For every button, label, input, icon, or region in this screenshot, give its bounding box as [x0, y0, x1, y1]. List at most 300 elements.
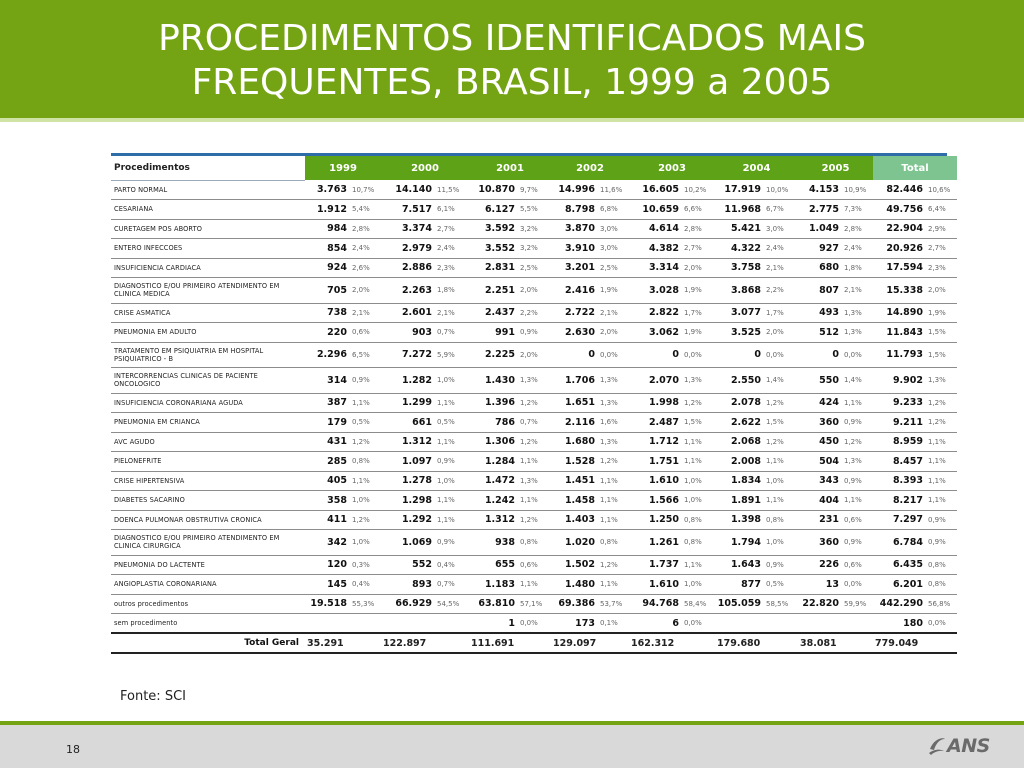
cell-count: 17.594 [886, 262, 923, 274]
cell-percent: 2,0% [600, 328, 618, 337]
total-value: 122.897 [383, 637, 427, 649]
cell-count: 1.566 [648, 494, 679, 506]
cell-count: 13 [825, 578, 839, 590]
cell-percent: 0,9% [844, 418, 862, 427]
cell-percent: 1,2% [928, 398, 946, 407]
cell-percent: 0,9% [844, 538, 862, 547]
cell-count: 6.784 [892, 536, 923, 548]
cell-count: 358 [327, 494, 347, 506]
cell-count [305, 614, 351, 634]
total-value: 179.680 [717, 637, 761, 649]
cell-count: 2.296 [316, 349, 347, 361]
cell-percent: 1,3% [844, 457, 862, 466]
cell-count: 2.437 [484, 307, 515, 319]
cell-percent: 1,0% [352, 496, 370, 505]
cell-count: 7.297 [892, 514, 923, 526]
cell-percent: 1,7% [766, 308, 784, 317]
cell-count: 3.062 [648, 326, 679, 338]
cell-count: 3.868 [730, 284, 761, 296]
procedure-label: TRATAMENTO EM PSIQUIATRIA EM HOSPITAL PSIQUIATRICO - B [114, 346, 264, 363]
cell-percent: 1,0% [352, 538, 370, 547]
cell-percent: 0,9% [352, 376, 370, 385]
cell-count: 2.831 [484, 262, 515, 274]
cell-percent: 1,2% [520, 398, 538, 407]
cell-percent: 1,3% [928, 376, 946, 385]
cell-percent: 1,2% [600, 560, 618, 569]
cell-count: 9.902 [892, 374, 923, 386]
cell-count [715, 614, 765, 634]
cell-percent: 10,0% [766, 185, 789, 194]
cell-count: 342 [327, 536, 347, 548]
cell-percent: 1,2% [766, 398, 784, 407]
cell-percent: 1,1% [437, 398, 455, 407]
cell-percent: 1,8% [844, 263, 862, 272]
cell-count: 1.472 [484, 475, 515, 487]
cell-count [798, 614, 843, 634]
cell-percent: 1,3% [520, 376, 538, 385]
procedure-label: PARTO NORMAL [114, 185, 168, 194]
cell-count: 179 [327, 416, 347, 428]
cell-percent: 1,9% [928, 308, 946, 317]
cell-count: 231 [819, 514, 839, 526]
cell-percent: 1,1% [766, 457, 784, 466]
page-number: 18 [66, 743, 80, 756]
cell-count: 0 [588, 349, 595, 361]
cell-percent [765, 614, 798, 634]
table-row [111, 342, 957, 368]
cell-percent: 0,4% [437, 560, 455, 569]
column-header-1999: 1999 [305, 156, 381, 180]
title-divider [0, 118, 1024, 122]
cell-percent: 2,7% [928, 244, 946, 253]
cell-count: 984 [327, 223, 347, 235]
cell-count: 2.251 [484, 284, 515, 296]
procedures-table-container [111, 153, 951, 654]
cell-percent: 2,5% [600, 263, 618, 272]
cell-count: 442.290 [879, 598, 923, 610]
cell-count: 1.398 [730, 514, 761, 526]
cell-percent: 0,9% [928, 515, 946, 524]
cell-percent: 11,6% [600, 185, 623, 194]
cell-percent: 1,1% [600, 496, 618, 505]
cell-percent: 0,8% [352, 457, 370, 466]
procedure-label: PNEUMONIA EM ADULTO [114, 328, 197, 337]
procedure-label: DOENCA PULMONAR OBSTRUTIVA CRONICA [114, 515, 262, 524]
cell-percent [843, 614, 873, 634]
procedures-table [111, 156, 957, 654]
cell-count: 550 [819, 374, 839, 386]
cell-percent: 0,0% [684, 619, 702, 627]
cell-percent: 6,5% [352, 350, 370, 359]
cell-percent: 0,9% [520, 328, 538, 337]
cell-percent: 1,2% [520, 515, 538, 524]
table-row [111, 258, 957, 278]
cell-percent: 1,1% [684, 560, 702, 569]
cell-count: 8.393 [892, 475, 923, 487]
cell-count: 854 [327, 242, 347, 254]
table-row [111, 432, 957, 452]
cell-count: 1.292 [401, 514, 432, 526]
cell-percent: 10,9% [844, 185, 867, 194]
cell-percent: 1,9% [684, 328, 702, 337]
cell-count: 6 [672, 617, 679, 629]
cell-count: 3.758 [730, 262, 761, 274]
cell-count: 2.979 [401, 242, 432, 254]
cell-percent: 2,4% [766, 244, 784, 253]
table-row [111, 471, 957, 491]
total-value: 779.049 [875, 637, 919, 649]
cell-count: 3.763 [316, 184, 347, 195]
table-body [111, 180, 957, 653]
cell-count: 1.049 [808, 223, 839, 235]
column-header-2005: 2005 [798, 156, 873, 180]
cell-percent: 0,5% [437, 418, 455, 427]
cell-count: 343 [819, 475, 839, 487]
cell-count: 1.261 [648, 536, 679, 548]
cell-percent: 0,0% [684, 350, 702, 359]
cell-percent: 0,0% [600, 350, 618, 359]
cell-count: 360 [819, 536, 839, 548]
cell-count: 1.312 [401, 436, 432, 448]
cell-count: 3.374 [401, 223, 432, 235]
cell-count: 6.127 [484, 203, 515, 215]
procedure-label: INSUFICIENCIA CARDIACA [114, 263, 201, 272]
cell-count: 14.140 [395, 184, 432, 195]
cell-count: 1.020 [564, 536, 595, 548]
cell-percent: 1,1% [352, 398, 370, 407]
cell-count: 8.798 [564, 203, 595, 215]
cell-percent: 1,2% [600, 457, 618, 466]
cell-count: 1.458 [564, 494, 595, 506]
cell-count: 63.810 [478, 598, 515, 610]
cell-percent: 57,1% [520, 599, 543, 608]
cell-percent: 11,5% [437, 185, 460, 194]
cell-percent: 1,5% [928, 350, 946, 359]
cell-count: 22.820 [802, 598, 839, 610]
cell-count: 7.517 [401, 203, 432, 215]
table-row [111, 510, 957, 530]
cell-percent: 1,9% [684, 286, 702, 295]
cell-percent: 2,2% [520, 308, 538, 317]
cell-count: 4.614 [648, 223, 679, 235]
cell-count: 16.605 [642, 184, 679, 195]
cell-percent: 1,0% [684, 496, 702, 505]
cell-percent: 1,3% [684, 376, 702, 385]
cell-percent: 1,4% [844, 376, 862, 385]
cell-percent: 0,8% [684, 538, 702, 547]
cell-percent: 1,1% [766, 496, 784, 505]
cell-percent: 1,2% [352, 515, 370, 524]
cell-count: 1.299 [401, 397, 432, 409]
cell-count: 1.737 [648, 559, 679, 571]
cell-count: 3.314 [648, 262, 679, 274]
cell-count: 2.116 [564, 416, 595, 428]
cell-count: 285 [327, 455, 347, 467]
cell-count: 927 [819, 242, 839, 254]
cell-percent: 2,1% [766, 263, 784, 272]
cell-count: 173 [575, 617, 595, 629]
cell-percent: 58,4% [684, 599, 707, 608]
cell-percent: 1,1% [928, 457, 946, 466]
cell-count: 314 [327, 374, 347, 386]
cell-count: 49.756 [886, 203, 923, 215]
cell-count: 3.592 [484, 223, 515, 235]
cell-count: 3.552 [484, 242, 515, 254]
cell-percent: 0,5% [352, 418, 370, 427]
cell-percent: 10,2% [684, 185, 707, 194]
cell-percent: 1,2% [844, 437, 862, 446]
cell-percent: 58,5% [766, 599, 789, 608]
table-row [111, 219, 957, 239]
cell-count: 6.201 [892, 578, 923, 590]
cell-count: 1.298 [401, 494, 432, 506]
cell-count: 6.435 [892, 559, 923, 571]
cell-count: 69.386 [558, 598, 595, 610]
cell-percent: 2,7% [437, 224, 455, 233]
cell-percent: 1,0% [437, 376, 455, 385]
cell-percent: 2,1% [437, 308, 455, 317]
cell-count: 786 [495, 416, 515, 428]
table-row [111, 614, 957, 634]
cell-count: 424 [819, 397, 839, 409]
cell-percent: 2,0% [684, 263, 702, 272]
cell-percent: 1,1% [600, 580, 618, 589]
cell-count: 0 [832, 349, 839, 361]
cell-percent: 1,1% [437, 437, 455, 446]
cell-count: 10.870 [478, 184, 515, 195]
cell-percent: 6,6% [684, 205, 702, 214]
cell-percent: 0,0% [766, 350, 784, 359]
cell-count: 1.183 [484, 578, 515, 590]
cell-percent: 1,2% [928, 418, 946, 427]
cell-count: 1.306 [484, 436, 515, 448]
cell-count: 9.211 [892, 416, 923, 428]
cell-count: 7.272 [401, 349, 432, 361]
cell-percent: 3,0% [600, 224, 618, 233]
cell-count: 2.886 [401, 262, 432, 274]
procedure-label: INTERCORRENCIAS CLINICAS DE PACIENTE ONCOLOGICO [114, 372, 258, 389]
procedure-label: outros procedimentos [114, 599, 189, 608]
cell-percent: 0,8% [684, 515, 702, 524]
table-row [111, 368, 957, 394]
total-value: 111.691 [471, 637, 515, 649]
total-value: 129.097 [553, 637, 597, 649]
cell-count: 3.077 [730, 307, 761, 319]
cell-percent: 1,1% [600, 476, 618, 485]
table-row [111, 180, 957, 200]
cell-count: 3.870 [564, 223, 595, 235]
cell-percent: 53,7% [600, 599, 623, 608]
cell-percent: 56,8% [928, 599, 951, 608]
cell-count: 120 [327, 559, 347, 571]
cell-percent: 2,1% [352, 308, 370, 317]
cell-count: 20.926 [886, 242, 923, 254]
cell-percent: 3,2% [520, 224, 538, 233]
cell-count: 9.233 [892, 397, 923, 409]
cell-percent: 0,6% [844, 515, 862, 524]
cell-percent [436, 614, 469, 634]
cell-count [381, 614, 436, 634]
procedure-label: PNEUMONIA EM CRIANCA [114, 418, 200, 427]
total-value: 35.291 [307, 637, 344, 649]
ans-logo-swoosh-icon [928, 735, 946, 757]
cell-count: 2.263 [401, 284, 432, 296]
table-row [111, 200, 957, 220]
slide-footer [0, 725, 1024, 768]
cell-count: 893 [412, 578, 432, 590]
cell-count: 0 [672, 349, 679, 361]
cell-percent: 0,8% [928, 560, 946, 569]
cell-percent: 1,9% [600, 286, 618, 295]
procedure-label: CRISE ASMATICA [114, 308, 171, 317]
cell-percent: 0,6% [844, 560, 862, 569]
cell-count: 2.622 [730, 416, 761, 428]
cell-percent: 2,1% [844, 286, 862, 295]
ans-logo-text: ANS [947, 735, 990, 757]
cell-count: 8.457 [892, 455, 923, 467]
cell-count: 431 [327, 436, 347, 448]
cell-count: 19.518 [310, 598, 347, 610]
slide-title-line-1: PROCEDIMENTOS IDENTIFICADOS MAIS [158, 18, 866, 59]
cell-count: 493 [819, 307, 839, 319]
cell-percent: 1,1% [600, 515, 618, 524]
cell-percent: 0,9% [928, 538, 946, 547]
cell-percent: 0,9% [437, 457, 455, 466]
cell-count: 1.912 [316, 203, 347, 215]
cell-percent: 1,3% [600, 398, 618, 407]
cell-percent: 1,5% [766, 418, 784, 427]
cell-percent: 5,5% [520, 205, 538, 214]
cell-count: 2.416 [564, 284, 595, 296]
cell-percent: 1,1% [520, 496, 538, 505]
table-row [111, 278, 957, 304]
cell-percent: 1,3% [844, 308, 862, 317]
cell-percent: 1,1% [437, 515, 455, 524]
cell-percent: 0,8% [600, 538, 618, 547]
cell-percent: 1,1% [928, 437, 946, 446]
cell-percent: 1,1% [520, 457, 538, 466]
cell-percent: 5,9% [437, 350, 455, 359]
table-header-row [111, 156, 957, 180]
cell-count: 1.998 [648, 397, 679, 409]
cell-percent: 1,7% [684, 308, 702, 317]
procedure-label: PNEUMONIA DO LACTENTE [114, 560, 205, 569]
cell-count: 22.904 [886, 223, 923, 235]
procedure-label: INSUFICIENCIA CORONARIANA AGUDA [114, 398, 243, 407]
cell-percent: 1,1% [684, 457, 702, 466]
cell-percent: 2,3% [437, 263, 455, 272]
cell-percent: 1,0% [766, 476, 784, 485]
cell-percent: 1,2% [684, 398, 702, 407]
cell-count: 105.059 [717, 598, 761, 610]
cell-count: 3.028 [648, 284, 679, 296]
cell-count: 2.601 [401, 307, 432, 319]
table-row [111, 303, 957, 323]
cell-percent: 0,4% [352, 580, 370, 589]
table-row [111, 393, 957, 413]
cell-percent: 2,8% [684, 224, 702, 233]
cell-count: 1.751 [648, 455, 679, 467]
slide-title-line-2: FREQUENTES, BRASIL, 1999 a 2005 [191, 62, 833, 103]
cell-count: 680 [819, 262, 839, 274]
cell-percent: 0,0% [520, 619, 538, 627]
cell-percent: 2,0% [766, 328, 784, 337]
cell-percent: 1,2% [520, 437, 538, 446]
cell-count: 14.890 [886, 307, 923, 319]
cell-count: 1.528 [564, 455, 595, 467]
cell-percent: 7,3% [844, 205, 862, 214]
cell-percent: 1,1% [928, 496, 946, 505]
cell-percent: 1,6% [600, 418, 618, 427]
column-header-2004: 2004 [715, 156, 798, 180]
cell-count: 404 [819, 494, 839, 506]
cell-percent: 2,6% [352, 263, 370, 272]
column-header-2001: 2001 [469, 156, 551, 180]
cell-count: 2.225 [484, 349, 515, 361]
cell-count: 2.070 [648, 374, 679, 386]
cell-count: 2.722 [564, 307, 595, 319]
cell-count: 11.968 [724, 203, 761, 215]
cell-count: 2.487 [648, 416, 679, 428]
cell-percent: 1,5% [928, 328, 946, 337]
cell-count: 705 [327, 284, 347, 296]
cell-count: 4.322 [730, 242, 761, 254]
cell-percent: 0,8% [520, 538, 538, 547]
table-row [111, 530, 957, 556]
cell-count: 2.775 [808, 203, 839, 215]
cell-percent: 1,1% [844, 398, 862, 407]
procedure-label: DIABETES SACARINO [114, 496, 185, 505]
column-header-2000: 2000 [381, 156, 469, 180]
column-header-2003: 2003 [629, 156, 715, 180]
cell-count: 1.250 [648, 514, 679, 526]
cell-count: 903 [412, 326, 432, 338]
cell-percent: 0,8% [766, 515, 784, 524]
cell-percent: 0,7% [520, 418, 538, 427]
cell-percent: 2,4% [437, 244, 455, 253]
cell-count: 1.069 [401, 536, 432, 548]
procedure-label: AVC AGUDO [114, 437, 155, 446]
cell-count: 1.502 [564, 559, 595, 571]
cell-percent: 2,8% [352, 224, 370, 233]
cell-percent: 54,5% [437, 599, 460, 608]
cell-count: 450 [819, 436, 839, 448]
total-value: 38.081 [800, 637, 837, 649]
cell-count: 2.008 [730, 455, 761, 467]
procedure-label: ANGIOPLASTIA CORONARIANA [114, 580, 217, 589]
procedure-label: DIAGNOSTICO E/OU PRIMEIRO ATENDIMENTO EM CLINICA CIRURGICA [114, 534, 280, 551]
cell-percent [351, 614, 381, 634]
cell-count: 11.843 [886, 326, 923, 338]
cell-count: 504 [819, 455, 839, 467]
cell-count: 1.396 [484, 397, 515, 409]
cell-count: 1.430 [484, 374, 515, 386]
table-row [111, 491, 957, 511]
cell-count: 66.929 [395, 598, 432, 610]
cell-percent: 6,1% [437, 205, 455, 214]
cell-percent: 55,3% [352, 599, 375, 608]
cell-count: 5.421 [730, 223, 761, 235]
cell-count: 10.659 [642, 203, 679, 215]
cell-percent: 1,0% [437, 476, 455, 485]
cell-percent: 2,7% [684, 244, 702, 253]
cell-percent: 1,4% [766, 376, 784, 385]
cell-percent: 2,5% [520, 263, 538, 272]
column-header-procedimentos: Procedimentos [111, 156, 305, 180]
cell-count: 512 [819, 326, 839, 338]
cell-count: 1.403 [564, 514, 595, 526]
cell-count: 1.242 [484, 494, 515, 506]
